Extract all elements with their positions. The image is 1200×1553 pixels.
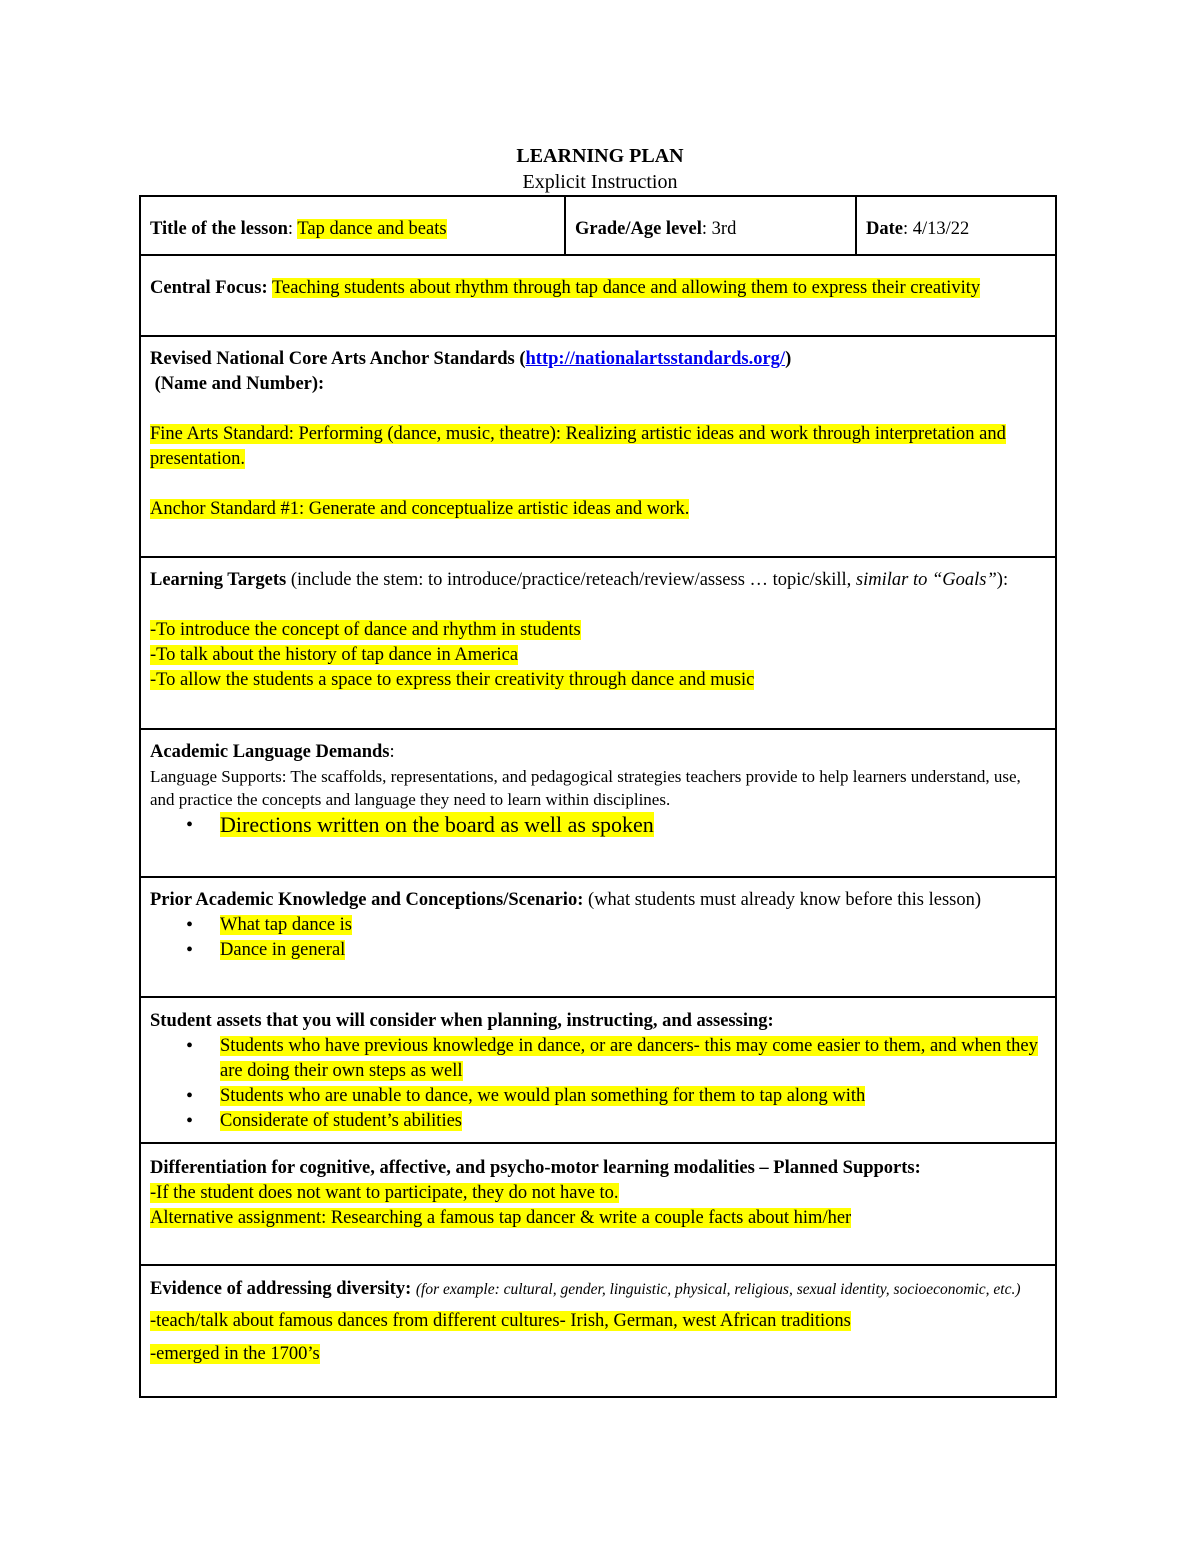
differentiation-label: Differentiation for cognitive, affective, and psycho-motor learning modalities – Planned Supports: [150,1158,921,1178]
grade-cell: Grade/Age level: 3rd [566,197,857,254]
diversity-note: (for example: cultural, gender, linguistic, physical, religious, sexual identity, socioeconomic, etc.) [415,1281,1021,1298]
list-item [220,1084,1046,1109]
list-item [220,1034,1046,1084]
academic-language-list [150,811,1046,839]
learning-targets-label: Learning Targets [150,570,287,590]
date-value: 4/13/22 [912,219,970,239]
date-cell: Date: 4/13/22 [866,219,970,239]
student-assets-row [141,998,1055,1144]
academic-language-item: Directions written on the board as well as spoken [220,812,654,837]
differentiation-line: -If the student does not want to participate, they do not have to. [150,1183,619,1203]
academic-language-row [141,730,1055,878]
student-asset-item: Students who have previous knowledge in dance, or are dancers- this may come easier to them, and when they are doing their own steps as well [220,1036,1038,1081]
learning-targets-note-italic: similar to “Goals” [855,570,997,590]
central-focus-label: Central Focus: [150,278,268,298]
student-assets-label: Student assets that you will consider when planning, instructing, and assessing: [150,1011,774,1031]
list-item [220,811,1046,839]
prior-knowledge-item: Dance in general [220,940,346,960]
learning-plan-table [139,195,1057,1398]
standards-label-end: ) [785,349,792,369]
prior-knowledge-note: (what students must already know before this lesson) [583,890,982,910]
document-title: LEARNING PLAN [516,145,684,167]
diversity-label: Evidence of addressing diversity: [150,1279,412,1299]
learning-targets-note-end: ): [996,570,1009,590]
student-asset-item: Considerate of student’s abilities [220,1111,462,1131]
prior-knowledge-label: Prior Academic Knowledge and Conceptions/Scenario: [150,890,584,910]
differentiation-row [141,1144,1055,1266]
lesson-title-value: Tap dance and beats [297,219,447,239]
learning-target-item: -To allow the students a space to express their creativity through dance and music [150,670,755,690]
standards-label: Revised National Core Arts Anchor Standards ( [150,349,526,369]
differentiation-line: Alternative assignment: Researching a famous tap dancer & write a couple facts about him/her [150,1208,852,1228]
academic-language-label-end: : [389,742,395,762]
student-asset-item: Students who are unable to dance, we would plan something for them to tap along with [220,1086,866,1106]
fine-arts-standard: Fine Arts Standard: Performing (dance, music, theatre): Realizing artistic ideas and work through interpretation and presentation. [150,424,1006,469]
prior-knowledge-list [150,913,1046,963]
prior-knowledge-item: What tap dance is [220,915,353,935]
learning-targets-row [141,558,1055,730]
lesson-title-cell: Title of the lesson: Tap dance and beats [141,197,566,254]
grade-label: Grade/Age level [575,219,702,239]
document-subtitle: Explicit Instruction [522,171,678,193]
anchor-standard: Anchor Standard #1: Generate and conceptualize artistic ideas and work. [150,499,690,519]
academic-language-label: Academic Language Demands [150,742,390,762]
central-focus-value: Teaching students about rhythm through tap dance and allowing them to express their creativity [271,278,981,298]
diversity-line: -teach/talk about famous dances from different cultures- Irish, German, west African traditions [150,1311,851,1331]
standards-sublabel: (Name and Number): [154,374,325,394]
standards-row [141,337,1055,558]
learning-target-item: -To talk about the history of tap dance in America [150,645,519,665]
diversity-row [141,1266,1055,1396]
learning-target-item: -To introduce the concept of dance and rhythm in students [150,620,581,640]
list-item [220,938,1046,963]
central-focus-row [141,256,1055,337]
list-item [220,913,1046,938]
learning-targets-note: (include the stem: to introduce/practice/reteach/review/assess … topic/skill, [286,570,856,590]
date-label: Date [866,219,903,239]
document-header [0,143,1200,195]
language-supports-text: Language Supports: The scaffolds, representations, and pedagogical strategies teachers provide to help learners understand, use, and practice the concepts and language they need to learn within disciplines. [150,767,1021,809]
prior-knowledge-row [141,878,1055,998]
diversity-line: -emerged in the 1700’s [150,1344,320,1364]
lesson-info-row [141,197,1055,256]
student-assets-list [150,1034,1046,1134]
list-item [220,1109,1046,1134]
grade-value: 3rd [711,219,737,239]
lesson-title-label: Title of the lesson [150,219,288,239]
standards-link[interactable]: http://nationalartsstandards.org/ [525,349,786,369]
